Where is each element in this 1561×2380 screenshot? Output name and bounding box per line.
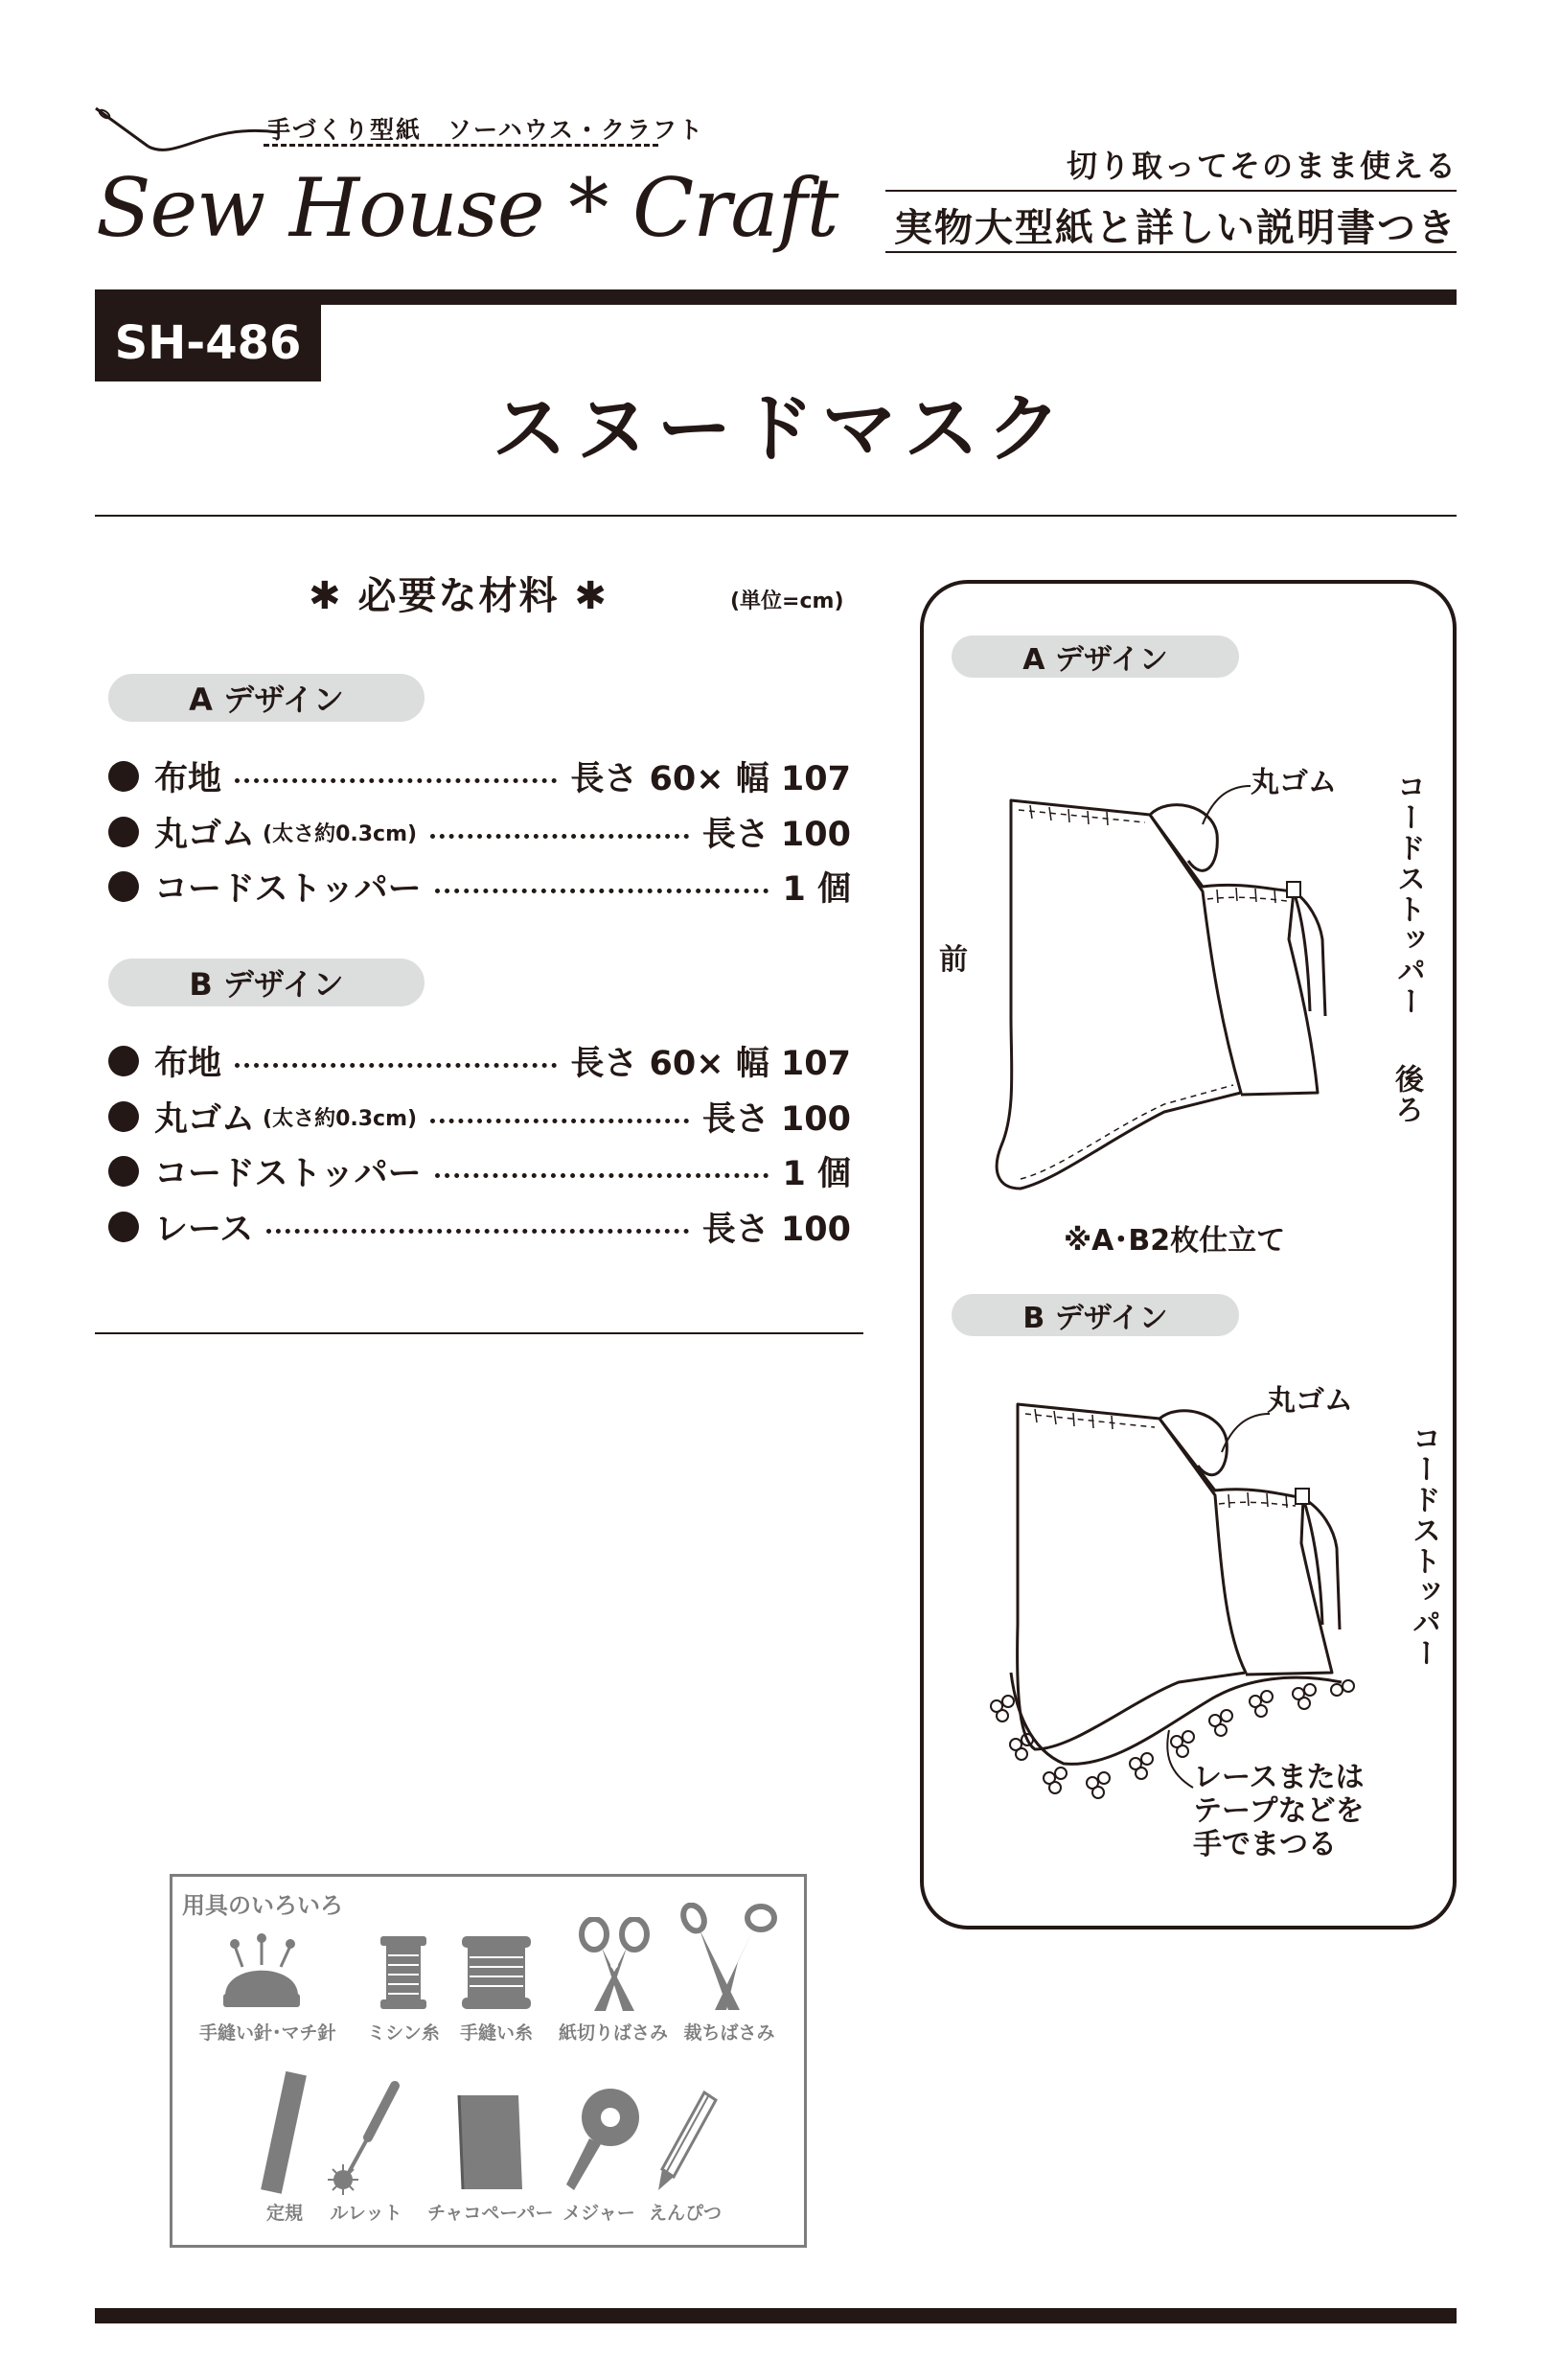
illus-b-lace-note-1: レースまたは bbox=[1193, 1761, 1365, 1794]
leader-dots bbox=[266, 1229, 688, 1234]
illus-a-front-label: 前 bbox=[939, 943, 968, 977]
bullet-icon bbox=[108, 817, 139, 847]
material-row bbox=[108, 752, 851, 800]
material-value: 長さ 60× 幅 107 bbox=[570, 760, 851, 798]
material-name: 丸ゴム bbox=[154, 1100, 256, 1139]
material-row bbox=[108, 1093, 851, 1141]
tool-label: 紙切りばさみ bbox=[558, 2022, 668, 2044]
materials-divider bbox=[95, 1332, 863, 1334]
product-title: スヌードマスク bbox=[492, 386, 1069, 473]
leader-dots bbox=[235, 778, 557, 783]
product-code: SH-486 bbox=[95, 305, 321, 381]
tool-item bbox=[623, 2085, 747, 2225]
brand-logo: Sew House * Craft bbox=[96, 161, 838, 255]
material-row bbox=[108, 863, 851, 911]
material-value: 長さ 60× 幅 107 bbox=[570, 1045, 851, 1083]
footer-rule bbox=[95, 2308, 1457, 2323]
chalk-paper-icon bbox=[442, 2090, 538, 2195]
fabric-shears-icon bbox=[677, 1903, 782, 2015]
illus-b-cord-stopper-label: コードストッパー bbox=[1407, 1423, 1440, 1669]
tool-label: ルレット bbox=[330, 2203, 402, 2224]
pincushion-icon bbox=[214, 1929, 310, 2015]
material-value: 長さ 100 bbox=[701, 1100, 851, 1139]
header-rule bbox=[95, 289, 1457, 305]
tagline-divider-2 bbox=[885, 251, 1457, 253]
material-name: 布地 bbox=[154, 1045, 222, 1083]
materials-title: ✱ 必要な材料 ✱ bbox=[309, 574, 608, 618]
two-layer-note: ※A･B2枚仕立て bbox=[1064, 1224, 1286, 1258]
material-name: コードストッパー bbox=[154, 1155, 422, 1193]
bullet-icon bbox=[108, 761, 139, 792]
bullet-icon bbox=[108, 1046, 139, 1076]
bullet-icon bbox=[108, 1101, 139, 1132]
brand-japanese-name: 手づくり型紙 ソーハウス・クラフト bbox=[266, 116, 705, 144]
pencil-icon bbox=[637, 2085, 733, 2195]
illus-b-lace-note-3: 手でまつる bbox=[1193, 1828, 1337, 1861]
tool-label: えんぴつ bbox=[648, 2203, 722, 2224]
tagline-pattern-instructions: 実物大型紙と詳しい説明書つき bbox=[894, 206, 1458, 250]
tool-item bbox=[551, 1917, 676, 2045]
materials-unit: (単位=cm) bbox=[730, 589, 844, 613]
design-a-label: A デザイン bbox=[108, 674, 425, 722]
tool-item bbox=[304, 2080, 428, 2225]
material-name: レース bbox=[154, 1211, 254, 1249]
illus-design-b-label: B デザイン bbox=[952, 1294, 1239, 1336]
needle-thread-icon bbox=[91, 104, 283, 161]
brand-divider bbox=[264, 144, 658, 147]
tool-label: 裁ちばさみ bbox=[683, 2022, 775, 2044]
material-name: コードストッパー bbox=[154, 870, 422, 909]
material-row bbox=[108, 1147, 851, 1195]
material-name: 布地 bbox=[154, 760, 222, 798]
tool-label: 手縫い針･マチ針 bbox=[199, 2022, 336, 2044]
material-value: 長さ 100 bbox=[701, 1211, 851, 1249]
tool-label: ミシン糸 bbox=[367, 2022, 440, 2044]
material-row bbox=[108, 808, 851, 856]
tool-item bbox=[667, 1903, 792, 2045]
material-note: (太さ約0.3cm) bbox=[263, 1106, 418, 1131]
tool-label: 定規 bbox=[265, 2203, 303, 2224]
tagline-divider-1 bbox=[885, 190, 1457, 192]
tracing-wheel-icon bbox=[318, 2080, 414, 2195]
design-b-label: B デザイン bbox=[108, 959, 425, 1006]
material-value: 長さ 100 bbox=[701, 816, 851, 854]
leader-dots bbox=[235, 1063, 557, 1068]
tool-label: 手縫い糸 bbox=[459, 2022, 533, 2044]
material-value: 1 個 bbox=[782, 870, 851, 909]
bullet-icon bbox=[108, 871, 139, 902]
leader-dots bbox=[435, 1173, 769, 1178]
tagline-cut-use: 切り取ってそのまま使える bbox=[1066, 148, 1458, 184]
leader-line-lace bbox=[1159, 1725, 1198, 1792]
hand-thread-icon bbox=[448, 1929, 544, 2015]
material-row bbox=[108, 1203, 851, 1251]
tool-item bbox=[427, 2090, 552, 2225]
material-note: (太さ約0.3cm) bbox=[263, 821, 418, 846]
tool-item bbox=[199, 1929, 336, 2045]
illus-a-cord-stopper-label: コードストッパー bbox=[1391, 772, 1425, 1017]
illus-b-elastic-label: 丸ゴム bbox=[1267, 1384, 1353, 1418]
material-value: 1 個 bbox=[782, 1155, 851, 1193]
snood-mask-a-drawing bbox=[973, 776, 1394, 1208]
title-divider bbox=[95, 515, 1457, 517]
illus-b-lace-note-2: テープなどを bbox=[1193, 1794, 1365, 1828]
leader-line-elastic-b bbox=[1217, 1409, 1274, 1457]
illus-a-back-label: 後ろ bbox=[1389, 1064, 1423, 1125]
tool-item bbox=[434, 1929, 559, 2045]
tool-label: チャコペーパー bbox=[427, 2203, 554, 2224]
tool-label: メジャー bbox=[562, 2203, 635, 2224]
bullet-icon bbox=[108, 1212, 139, 1242]
paper-scissors-icon bbox=[565, 1917, 661, 2015]
leader-dots bbox=[430, 834, 689, 839]
leader-dots bbox=[435, 889, 769, 893]
material-row bbox=[108, 1037, 851, 1085]
bullet-icon bbox=[108, 1156, 139, 1187]
tools-title: 用具のいろいろ bbox=[182, 1892, 343, 1919]
illus-design-a-label: A デザイン bbox=[952, 635, 1239, 678]
material-name: 丸ゴム bbox=[154, 816, 256, 854]
illus-a-elastic-label: 丸ゴム bbox=[1251, 766, 1337, 799]
leader-dots bbox=[430, 1119, 689, 1123]
leader-line-elastic-a bbox=[1198, 781, 1255, 829]
